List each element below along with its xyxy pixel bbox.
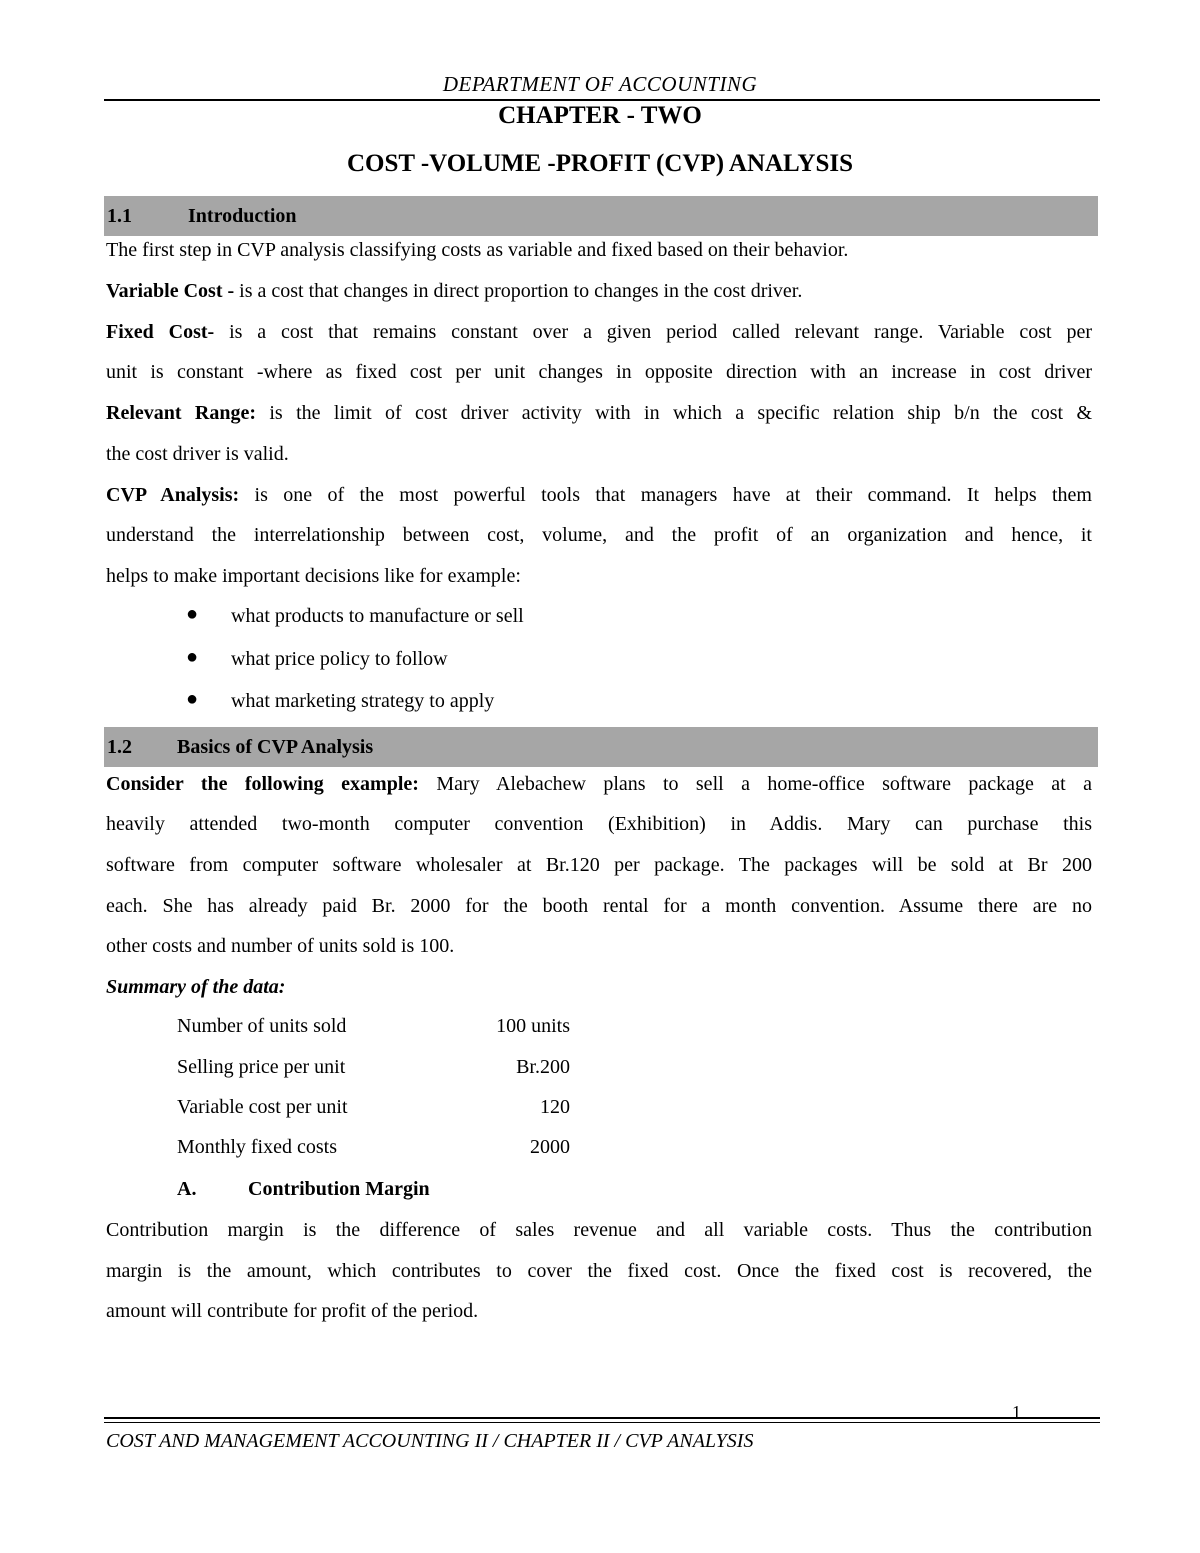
- cvp-analysis-definition-cont2: helps to make important decisions like for example:: [106, 565, 521, 587]
- example-text: Mary Alebachew plans to sell a home-office software package at a: [418, 773, 1093, 795]
- fixed-cost-definition: [106, 320, 1092, 344]
- term: Relevant Range:: [106, 402, 257, 424]
- bullet-icon: ●: [186, 688, 199, 710]
- footer-text: COST AND MANAGEMENT ACCOUNTING II / CHAPTER II / CVP ANALYSIS: [106, 1430, 754, 1452]
- footer-rule: [104, 1417, 1100, 1419]
- example-paragraph-cont: heavily attended two-month computer convention (Exhibition) in Addis. Mary can purchase this: [106, 813, 1092, 835]
- definition-text: is one of the most powerful tools that managers have at their command. It helps them: [239, 484, 1092, 506]
- chapter-heading: CHAPTER - TWO: [498, 102, 702, 129]
- contribution-margin-paragraph-cont: margin is the amount, which contributes to cover the fixed cost. Once the fixed cost is recovered, the: [106, 1260, 1092, 1282]
- cvp-analysis-definition-cont: understand the interrelationship between cost, volume, and the profit of an organization and hence, it: [106, 524, 1092, 546]
- header-rule: [104, 99, 1100, 101]
- summary-label: Monthly fixed costs: [177, 1136, 337, 1158]
- term: Fixed Cost-: [106, 321, 215, 343]
- contribution-margin-paragraph: Contribution margin is the difference of sales revenue and all variable costs. Thus the contribution: [106, 1219, 1092, 1241]
- list-item: what price policy to follow: [231, 648, 448, 670]
- department-header: DEPARTMENT OF ACCOUNTING: [442, 72, 758, 96]
- relevant-range-definition-cont: the cost driver is valid.: [106, 443, 289, 465]
- example-paragraph-cont: each. She has already paid Br. 2000 for the booth rental for a month convention. Assume there are no: [106, 895, 1092, 917]
- definition-text: is a cost that changes in direct proportion to changes in the cost driver.: [234, 280, 803, 302]
- contribution-margin-paragraph-cont: amount will contribute for profit of the period.: [106, 1300, 479, 1322]
- section-title: Introduction: [188, 205, 297, 227]
- summary-value: 120: [540, 1096, 570, 1118]
- term: Variable Cost -: [106, 280, 235, 302]
- subsection-title: Contribution Margin: [248, 1178, 430, 1200]
- example-paragraph-cont: software from computer software wholesaler at Br.120 per package. The packages will be sold at Br 200: [106, 854, 1092, 876]
- section-title: Basics of CVP Analysis: [177, 736, 374, 758]
- summary-label: Variable cost per unit: [177, 1096, 348, 1118]
- example-paragraph: [106, 772, 1092, 796]
- section-heading-introduction: [104, 196, 1098, 236]
- term: Consider the following example:: [106, 773, 419, 795]
- definition-text: is the limit of cost driver activity with in which a specific relation ship b/n the cost &: [256, 402, 1092, 424]
- section-heading-basics: [104, 727, 1098, 767]
- relevant-range-definition: [106, 401, 1092, 425]
- page-number: 1: [1012, 1402, 1021, 1422]
- footer-rule-thin: [104, 1422, 1100, 1423]
- summary-label: Number of units sold: [177, 1015, 347, 1037]
- intro-paragraph: The first step in CVP analysis classifying costs as variable and fixed based on their behavior.: [106, 239, 849, 261]
- summary-title: Summary of the data:: [106, 976, 286, 998]
- example-paragraph-cont: other costs and number of units sold is 100.: [106, 935, 455, 957]
- bullet-icon: ●: [186, 603, 199, 625]
- section-number: 1.1: [107, 205, 132, 227]
- definition-text: is a cost that remains constant over a given period called relevant range. Variable cost per: [214, 321, 1092, 343]
- term: CVP Analysis:: [106, 484, 240, 506]
- variable-cost-definition: [106, 279, 802, 303]
- subsection-letter: A.: [177, 1178, 197, 1200]
- fixed-cost-definition-cont: unit is constant -where as fixed cost per unit changes in opposite direction with an increase in cost driver: [106, 361, 1092, 383]
- list-item: what marketing strategy to apply: [231, 690, 495, 712]
- summary-value: Br.200: [516, 1056, 570, 1078]
- list-item: what products to manufacture or sell: [231, 605, 524, 627]
- summary-value: 2000: [530, 1136, 570, 1158]
- summary-value: 100 units: [496, 1015, 570, 1037]
- page-title: COST -VOLUME -PROFIT (CVP) ANALYSIS: [346, 150, 854, 177]
- bullet-icon: ●: [186, 646, 199, 668]
- cvp-analysis-definition: [106, 483, 1092, 507]
- summary-label: Selling price per unit: [177, 1056, 346, 1078]
- section-number: 1.2: [107, 736, 132, 758]
